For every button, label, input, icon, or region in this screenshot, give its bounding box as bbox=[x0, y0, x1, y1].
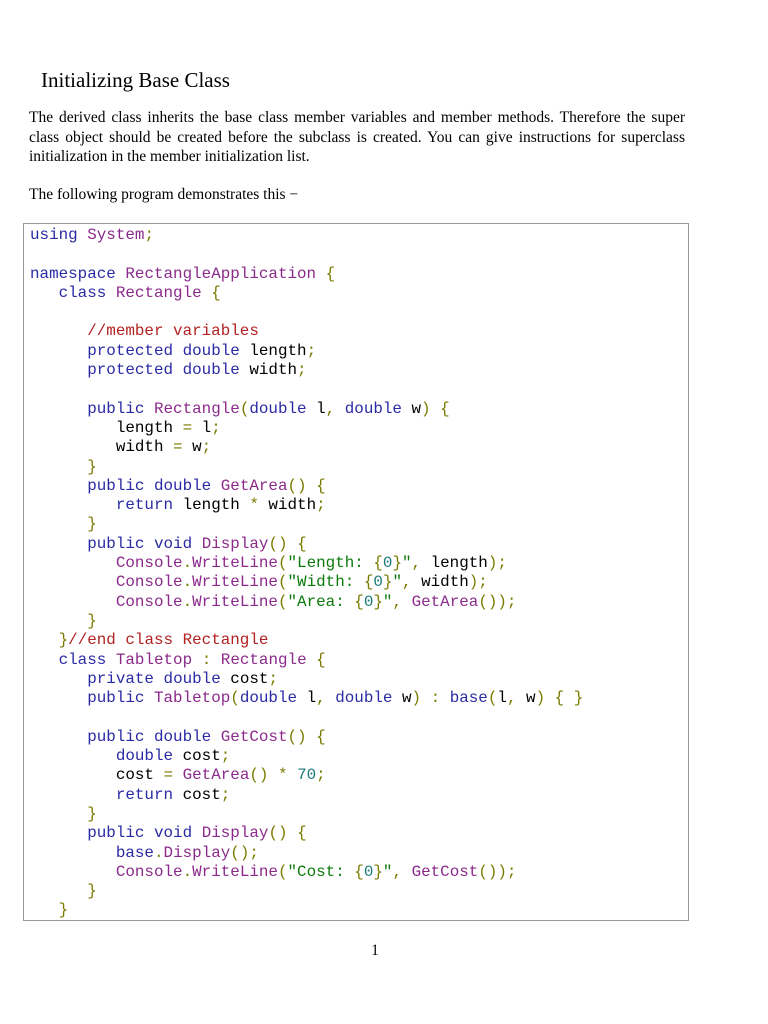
code-line bbox=[30, 419, 583, 438]
code-token: Display bbox=[163, 843, 231, 862]
code-token bbox=[30, 631, 59, 649]
code-token: Console bbox=[115, 592, 183, 611]
code-token: { bbox=[325, 264, 336, 283]
code-token: GetArea bbox=[411, 592, 479, 611]
code-token: length bbox=[173, 496, 250, 515]
code-token bbox=[30, 477, 87, 495]
code-line bbox=[30, 554, 583, 573]
code-token bbox=[316, 265, 326, 283]
code-token: cost bbox=[173, 785, 221, 804]
code-token: public bbox=[87, 399, 145, 418]
code-token: { bbox=[211, 283, 221, 302]
code-token: WriteLine bbox=[192, 554, 278, 573]
code-token: w bbox=[516, 689, 536, 708]
code-line bbox=[30, 361, 583, 380]
code-token: ) bbox=[411, 689, 422, 708]
code-line bbox=[30, 226, 583, 245]
code-token bbox=[30, 863, 116, 881]
code-token: ; bbox=[297, 361, 307, 380]
code-line bbox=[30, 303, 583, 322]
code-token: double bbox=[153, 727, 212, 746]
code-token bbox=[431, 400, 441, 418]
code-token bbox=[30, 844, 116, 862]
code-line bbox=[30, 728, 583, 747]
code-token: ( bbox=[487, 689, 498, 708]
code-line bbox=[30, 651, 583, 670]
code-token: (); bbox=[230, 843, 259, 862]
code-token bbox=[211, 651, 221, 669]
code-token bbox=[116, 265, 126, 283]
code-token: { bbox=[316, 650, 326, 669]
code-token bbox=[30, 515, 87, 533]
code-token: () bbox=[268, 824, 288, 843]
code-token bbox=[78, 226, 88, 244]
body-paragraph: The derived class inherits the base class member variables and member methods. Therefore the super class object should be created before the subclass is created. You can give instructions for superclass initialization in the member initialization list. bbox=[29, 109, 685, 165]
code-token bbox=[30, 728, 87, 746]
code-token: " bbox=[392, 573, 402, 592]
code-listing bbox=[30, 226, 583, 921]
page-number: 1 bbox=[371, 942, 379, 959]
code-token: WriteLine bbox=[192, 573, 278, 592]
code-token: * bbox=[249, 496, 259, 515]
code-token bbox=[106, 651, 116, 669]
code-token: ); bbox=[487, 554, 507, 573]
code-line bbox=[30, 766, 583, 785]
code-token bbox=[30, 496, 116, 514]
code-token: { bbox=[297, 824, 307, 843]
code-token: ( bbox=[277, 554, 288, 573]
code-token bbox=[307, 728, 317, 746]
code-token: , bbox=[316, 689, 326, 708]
code-line bbox=[30, 824, 583, 843]
code-token bbox=[144, 535, 154, 553]
code-token: , bbox=[506, 689, 517, 708]
code-line bbox=[30, 535, 583, 554]
code-token: w bbox=[401, 399, 422, 418]
code-token bbox=[268, 766, 278, 784]
code-token bbox=[288, 766, 298, 784]
code-token: Console bbox=[115, 554, 183, 573]
code-line bbox=[30, 573, 583, 592]
code-token: Tabletop bbox=[115, 650, 193, 669]
intro-sentence: The following program demonstrates this − bbox=[29, 186, 299, 203]
code-token: { bbox=[354, 592, 364, 611]
code-token: //member variables bbox=[87, 322, 259, 341]
code-token: class bbox=[58, 650, 107, 669]
code-token: { bbox=[297, 534, 307, 553]
code-token: width bbox=[239, 361, 298, 380]
code-line bbox=[30, 400, 583, 419]
code-token: base bbox=[115, 843, 154, 862]
code-token: l bbox=[497, 689, 507, 708]
code-token bbox=[30, 805, 87, 823]
code-line bbox=[30, 245, 583, 264]
code-token: { bbox=[373, 554, 383, 573]
code-token: * bbox=[278, 766, 288, 785]
code-token: //end class Rectangle bbox=[68, 631, 269, 650]
code-token: . bbox=[182, 554, 193, 573]
code-token: = bbox=[182, 418, 193, 437]
code-line bbox=[30, 342, 583, 361]
code-token: void bbox=[153, 824, 193, 843]
code-token: GetArea bbox=[220, 476, 288, 495]
code-block bbox=[23, 223, 689, 921]
code-token: ; bbox=[316, 766, 326, 785]
code-token: Console bbox=[115, 862, 183, 881]
code-token: ); bbox=[468, 573, 488, 592]
code-token: ) bbox=[535, 689, 546, 708]
code-token: 0 bbox=[373, 573, 383, 592]
code-token bbox=[30, 535, 87, 553]
code-token: width bbox=[258, 496, 317, 515]
code-token: { bbox=[363, 573, 374, 592]
code-token: } bbox=[573, 689, 584, 708]
code-token bbox=[173, 361, 183, 379]
code-token: ; bbox=[220, 785, 231, 804]
code-token: } bbox=[87, 804, 97, 823]
code-token: public bbox=[87, 476, 145, 495]
code-token: double bbox=[249, 399, 307, 418]
code-token: = bbox=[163, 766, 174, 785]
code-token: double bbox=[335, 689, 393, 708]
code-token: ; bbox=[201, 438, 212, 457]
code-token bbox=[30, 651, 59, 669]
code-token: ; bbox=[211, 418, 221, 437]
code-token: namespace bbox=[30, 264, 116, 283]
code-token bbox=[30, 824, 87, 842]
code-token bbox=[154, 670, 164, 688]
code-line bbox=[30, 477, 583, 496]
code-token: WriteLine bbox=[192, 862, 278, 881]
code-line bbox=[30, 786, 583, 805]
code-token: length bbox=[239, 341, 307, 360]
code-token: { bbox=[316, 727, 326, 746]
code-token bbox=[30, 554, 116, 572]
code-line bbox=[30, 593, 583, 612]
code-token: 0 bbox=[363, 862, 374, 881]
code-token bbox=[30, 786, 116, 804]
code-token: "Area: bbox=[287, 592, 355, 611]
code-token: RectangleApplication bbox=[125, 264, 317, 283]
code-token: { bbox=[316, 476, 326, 495]
code-token bbox=[440, 689, 450, 707]
code-token bbox=[30, 458, 87, 476]
code-line bbox=[30, 863, 583, 882]
code-line bbox=[30, 805, 583, 824]
code-line bbox=[30, 882, 583, 901]
code-line bbox=[30, 844, 583, 863]
code-line bbox=[30, 612, 583, 631]
code-line bbox=[30, 670, 583, 689]
code-token: double bbox=[115, 747, 174, 766]
code-token bbox=[30, 747, 116, 765]
code-token: void bbox=[153, 534, 193, 553]
code-token bbox=[211, 477, 221, 495]
code-token: width bbox=[411, 573, 469, 592]
code-token bbox=[307, 651, 317, 669]
code-token: } bbox=[382, 573, 393, 592]
code-token bbox=[192, 535, 202, 553]
code-line bbox=[30, 458, 583, 477]
code-token: cost bbox=[220, 669, 269, 688]
code-token: System bbox=[87, 226, 145, 244]
code-token: 70 bbox=[297, 766, 317, 785]
code-line bbox=[30, 496, 583, 515]
code-token bbox=[30, 322, 87, 340]
code-token: GetCost bbox=[220, 727, 288, 746]
code-token: public bbox=[87, 534, 145, 553]
code-token: { bbox=[554, 689, 565, 708]
code-token: : bbox=[201, 650, 212, 669]
code-token bbox=[144, 824, 154, 842]
code-token: " bbox=[382, 862, 393, 881]
code-token: } bbox=[373, 592, 383, 611]
code-token: } bbox=[87, 611, 97, 630]
code-token bbox=[211, 728, 221, 746]
code-token: { bbox=[354, 862, 364, 881]
code-token: , bbox=[411, 554, 422, 573]
code-token bbox=[30, 361, 87, 379]
code-token: . bbox=[182, 862, 193, 881]
code-token: length bbox=[421, 554, 488, 573]
code-token bbox=[192, 651, 202, 669]
code-token: () bbox=[249, 766, 269, 785]
code-line bbox=[30, 689, 583, 708]
code-token: w bbox=[182, 438, 202, 457]
code-token bbox=[545, 689, 555, 707]
code-token bbox=[30, 670, 87, 688]
code-token: ( bbox=[230, 689, 240, 708]
code-token: , bbox=[325, 399, 336, 418]
code-line bbox=[30, 284, 583, 303]
code-token: double bbox=[344, 399, 402, 418]
code-token: . bbox=[182, 592, 193, 611]
code-token: ; bbox=[220, 747, 231, 766]
code-token: double bbox=[163, 669, 221, 688]
code-token: } bbox=[87, 882, 97, 901]
code-token bbox=[173, 342, 183, 360]
code-token: return bbox=[115, 496, 174, 515]
code-token bbox=[144, 400, 154, 418]
code-token: double bbox=[182, 341, 240, 360]
code-token: base bbox=[449, 689, 488, 708]
code-token: l bbox=[306, 399, 326, 418]
code-token: ( bbox=[277, 862, 288, 881]
code-token: Tabletop bbox=[153, 689, 231, 708]
code-token: } bbox=[87, 515, 97, 534]
code-token bbox=[421, 689, 431, 707]
code-token: double bbox=[153, 476, 212, 495]
code-token: ( bbox=[239, 399, 250, 418]
code-token: } bbox=[87, 457, 97, 476]
code-token: "Length: bbox=[287, 554, 374, 573]
code-token: l bbox=[297, 689, 317, 708]
code-token: private bbox=[87, 669, 154, 688]
code-token bbox=[30, 400, 87, 418]
code-token bbox=[326, 689, 336, 707]
code-token: public bbox=[87, 727, 145, 746]
code-token: } bbox=[58, 631, 69, 650]
code-line bbox=[30, 265, 583, 284]
code-token bbox=[30, 573, 116, 591]
code-line bbox=[30, 747, 583, 766]
code-token: GetCost bbox=[411, 862, 479, 881]
code-token: cost bbox=[173, 747, 221, 766]
code-token: ; bbox=[306, 341, 317, 360]
code-token: Display bbox=[201, 824, 269, 843]
code-token: ( bbox=[277, 573, 288, 592]
code-token bbox=[202, 284, 212, 302]
code-token: ; bbox=[268, 669, 278, 688]
code-line bbox=[30, 438, 583, 457]
code-token: ()); bbox=[478, 592, 517, 611]
code-token: } bbox=[58, 901, 69, 920]
code-token: " bbox=[382, 592, 393, 611]
code-token: cost bbox=[30, 766, 164, 785]
code-token: "Cost: bbox=[287, 862, 355, 881]
code-token: width bbox=[30, 438, 174, 457]
code-token: Rectangle bbox=[153, 399, 240, 418]
code-token: } bbox=[392, 554, 402, 573]
code-token: , bbox=[402, 573, 412, 592]
code-token bbox=[335, 400, 345, 418]
code-token: " bbox=[401, 554, 412, 573]
code-token: { bbox=[440, 399, 450, 418]
code-token: } bbox=[373, 862, 383, 881]
code-line bbox=[30, 631, 583, 650]
code-token: Rectangle bbox=[115, 283, 202, 302]
code-token bbox=[30, 342, 87, 360]
code-token: double bbox=[182, 361, 240, 380]
code-token: return bbox=[115, 785, 174, 804]
code-token bbox=[192, 824, 202, 842]
code-token: GetArea bbox=[182, 766, 250, 785]
code-line bbox=[30, 515, 583, 534]
code-token bbox=[402, 593, 412, 611]
code-token bbox=[30, 901, 59, 919]
code-token: w bbox=[392, 689, 412, 708]
code-token: double bbox=[239, 689, 298, 708]
code-token: Console bbox=[115, 573, 183, 592]
code-token: 0 bbox=[363, 592, 374, 611]
code-token bbox=[173, 766, 183, 784]
code-token: public bbox=[87, 689, 145, 708]
code-token bbox=[106, 284, 116, 302]
code-token: public bbox=[87, 824, 145, 843]
code-line bbox=[30, 708, 583, 727]
code-token bbox=[144, 477, 154, 495]
code-token: using bbox=[30, 226, 78, 244]
code-token bbox=[30, 882, 87, 900]
code-token: protected bbox=[87, 361, 174, 380]
code-token bbox=[30, 612, 87, 630]
code-token bbox=[30, 689, 87, 707]
code-token bbox=[144, 728, 154, 746]
code-token: ( bbox=[277, 592, 288, 611]
code-token: WriteLine bbox=[192, 592, 278, 611]
code-token bbox=[307, 477, 317, 495]
code-token: : bbox=[430, 689, 441, 708]
code-line bbox=[30, 901, 583, 920]
code-token: = bbox=[173, 438, 183, 457]
code-token: class bbox=[58, 283, 107, 302]
code-token: Display bbox=[201, 534, 269, 553]
code-token: ()); bbox=[478, 862, 517, 881]
code-token: () bbox=[287, 727, 307, 746]
code-token: length bbox=[30, 418, 183, 437]
code-token: () bbox=[287, 476, 307, 495]
code-token bbox=[288, 824, 298, 842]
code-token: Rectangle bbox=[220, 650, 307, 669]
code-token: ) bbox=[421, 399, 431, 418]
code-line bbox=[30, 380, 583, 399]
code-token: 0 bbox=[382, 554, 393, 573]
code-token: ; bbox=[316, 496, 326, 515]
code-token: . bbox=[182, 573, 193, 592]
code-token: , bbox=[392, 592, 403, 611]
code-token bbox=[30, 593, 116, 611]
section-heading: Initializing Base Class bbox=[41, 68, 230, 92]
code-line bbox=[30, 322, 583, 341]
code-token bbox=[288, 535, 298, 553]
code-token: , bbox=[392, 862, 403, 881]
code-token: () bbox=[268, 534, 288, 553]
code-token bbox=[564, 689, 574, 707]
code-token: protected bbox=[87, 341, 174, 360]
code-token: . bbox=[153, 843, 164, 862]
code-token: l bbox=[192, 418, 212, 437]
code-token bbox=[144, 689, 154, 707]
code-token: "Width: bbox=[287, 573, 364, 592]
code-token bbox=[30, 284, 59, 302]
code-token: ; bbox=[144, 226, 154, 244]
code-token bbox=[402, 863, 412, 881]
